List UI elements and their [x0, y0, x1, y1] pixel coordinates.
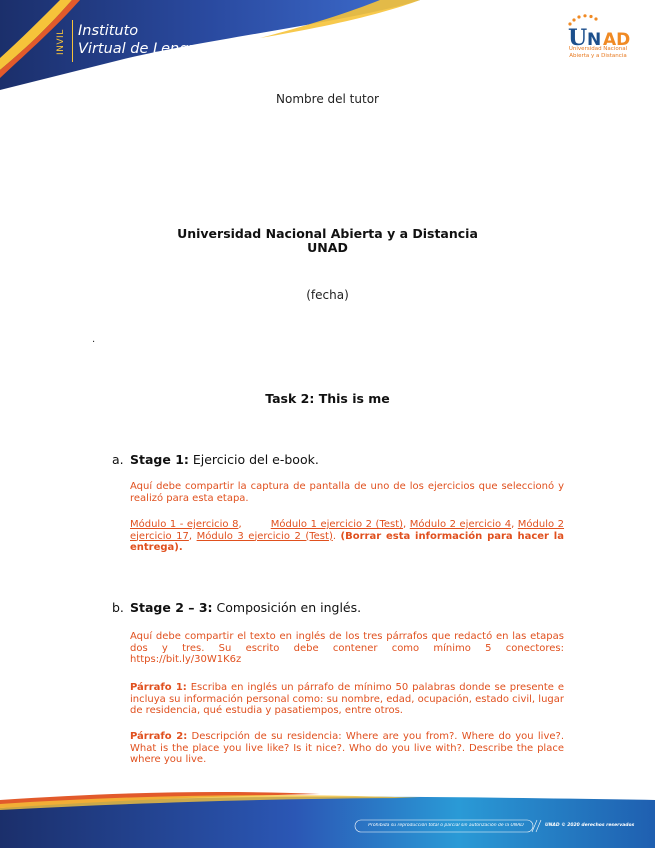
end-dot: . — [332, 530, 337, 542]
separator: , — [511, 519, 518, 530]
logo-line-1: Instituto — [78, 23, 139, 39]
stage-2-instruction: Aquí debe compartir el texto en inglés de los tres párrafos que redactó en las etapas dos y tres. Su escrito debe contener como mínimo 5 conectores: https://bit.ly/30W1K6z — [130, 631, 564, 665]
stage-1-letter: a. — [112, 452, 124, 467]
separator: , — [403, 519, 410, 530]
paragraph-1 — [130, 682, 564, 717]
link-modulo-3-ej-2[interactable]: Módulo 3 ejercicio 2 (Test) — [196, 530, 333, 542]
footer-copyright-notice: Prohibida su reproducción total o parcial sin autorización de la UNAD — [368, 823, 524, 828]
unad-sub-line-2: Abierta y a Distancia — [569, 52, 627, 59]
stage-2-heading — [112, 600, 361, 615]
institute-abbrev: INVIL — [56, 29, 66, 55]
stage-1-note: (Borrar esta información para hacer la entrega). — [130, 530, 564, 553]
task-title: Task 2: This is me — [265, 391, 390, 406]
footer-banner — [0, 790, 655, 848]
tutor-name: Nombre del tutor — [276, 92, 379, 106]
stage-1-title: Stage 1: — [130, 452, 189, 467]
link-modulo-1-ej-2[interactable]: Módulo 1 ejercicio 2 (Test) — [270, 519, 404, 530]
footer-rights: UNAD © 2020 derechos reservados — [545, 823, 635, 828]
paragraph-2 — [130, 731, 564, 766]
unad-logo-subtitle — [548, 46, 648, 59]
university-line-1: Universidad Nacional Abierta y a Distancia — [177, 226, 478, 241]
institute-logo-text — [78, 22, 214, 58]
paragraph-2-text: Descripción de su residencia: Where are you from?. Where do you live?. What is the place you live like? Is it nice?. Who do you live with?. Describe the place where you live. — [130, 731, 564, 765]
paragraph-1-label: Párrafo 1: — [130, 682, 187, 693]
stray-dot: . — [92, 334, 96, 345]
logo-line-2: Virtual de Lenguas — [78, 41, 215, 57]
paragraph-2-label: Párrafo 2: — [130, 731, 188, 742]
link-modulo-2-ej-17[interactable]: Módulo 2 ejercicio 17 — [130, 519, 565, 542]
stage-1-instruction: Aquí debe compartir la captura de pantalla de uno de los ejercicios que seleccionó y realizó para esta etapa. — [130, 481, 564, 504]
link-modulo-2-ej-4[interactable]: Módulo 2 ejercicio 4 — [409, 519, 512, 530]
stage-1-desc: Ejercicio del e-book. — [188, 452, 319, 467]
unad-logo-icon — [556, 12, 646, 72]
university-line-2: UNAD — [307, 240, 348, 255]
svg-text:N: N — [587, 30, 602, 50]
stage-2-letter: b. — [112, 600, 124, 615]
stage-2-title: Stage 2 – 3: — [130, 600, 213, 615]
stage-2-desc: Composición en inglés. — [212, 600, 362, 615]
separator: , — [238, 519, 246, 530]
svg-text:U: U — [568, 25, 588, 51]
stage-1-heading — [112, 452, 319, 467]
stage-1-links — [130, 519, 564, 554]
link-modulo-1-ej-8[interactable]: Módulo 1 - ejercicio 8 — [130, 519, 239, 530]
logo-divider — [72, 20, 73, 62]
separator: , — [188, 530, 197, 542]
svg-text:AD: AD — [603, 30, 631, 50]
date-placeholder: (fecha) — [306, 288, 349, 302]
university-name — [0, 227, 655, 255]
paragraph-1-text: Escriba en inglés un párrafo de mínimo 50 palabras donde se presente e incluya su información personal como: su nombre, edad, ocupación, estado civil, lugar de residencia, qué estudia y pasatiempos, entre otros. — [130, 682, 564, 716]
unad-sub-line-1: Universidad Nacional — [568, 46, 628, 52]
